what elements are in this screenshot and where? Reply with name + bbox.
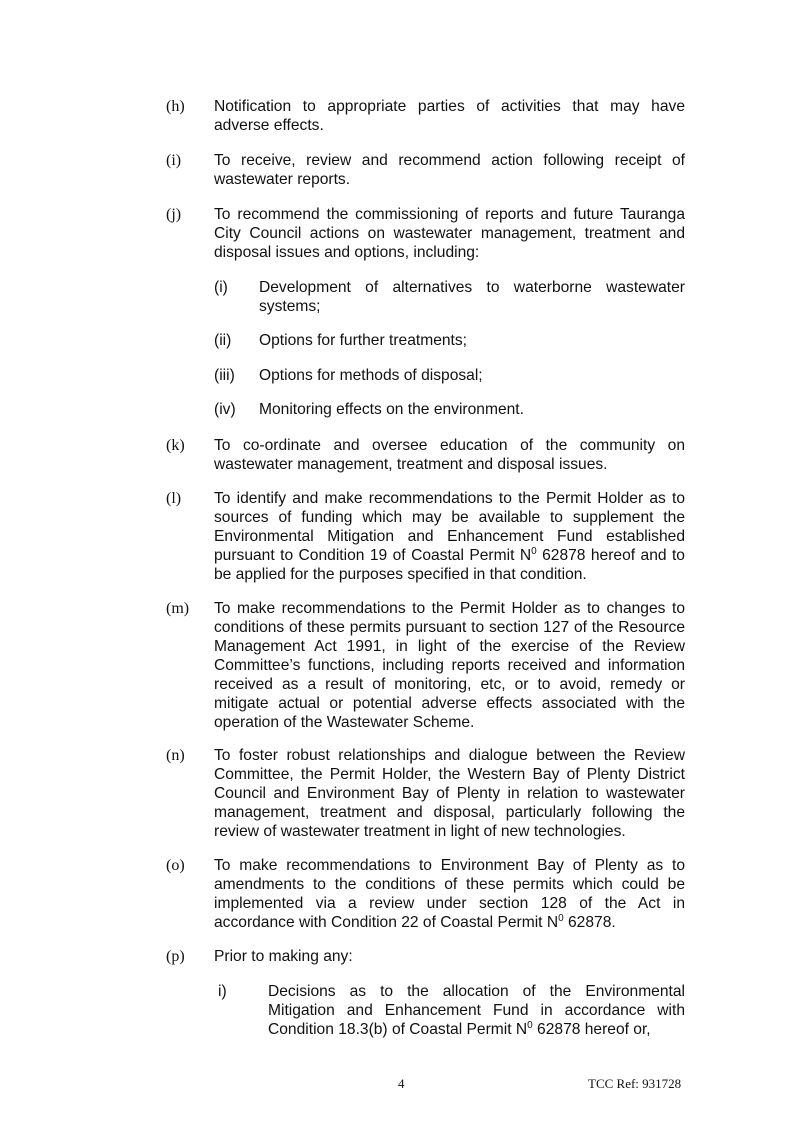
clause-text-part: To make recommendations to Environment Bay of Plenty as to amendments to the conditions of these permits which could be implemented via a review under section 128 of the Act in accordance with Condition 22 of Coastal Permit N bbox=[214, 857, 685, 931]
clause-text: To make recommendations to the Permit Holder as to changes to conditions of these permits pursuant to section 127 of the Resource Management Act 1991, in light of the exercise of the Review Committee’s functions, including reports received and information received as a result of monitoring, etc, or to avoid, remedy or mitigate actual or potential adverse effects associated with the operation of the Wastewater Scheme. bbox=[214, 600, 685, 731]
subclause-text-part: Decisions as to the allocation of the Environmental Mitigation and Enhancement Fund in accordance with Condition 18.3(b) of Coastal Permit N bbox=[268, 983, 685, 1038]
superscript: 0 bbox=[527, 1019, 533, 1031]
clause-label: (k) bbox=[166, 437, 185, 454]
page-number: 4 bbox=[398, 1076, 405, 1091]
subclause-label: (iii) bbox=[214, 367, 235, 384]
subclause-text: Options for methods of disposal; bbox=[259, 367, 483, 384]
clause-label: (i) bbox=[166, 152, 182, 169]
subclause-label: (i) bbox=[214, 279, 228, 296]
subclause-text: Development of alternatives to waterborne wastewater systems; bbox=[259, 279, 685, 315]
subclause-text-part: 62878 hereof or, bbox=[532, 1021, 651, 1038]
subclause-label: i) bbox=[218, 983, 227, 1000]
subclause-text bbox=[268, 982, 685, 1039]
clause-text: To foster robust relationships and dialogue between the Review Committee, the Permit Holder, the Western Bay of Plenty District Council and Environment Bay of Plenty in relation to wastewater management, treatment and disposal, particularly following the review of wastewater treatment in light of new technologies. bbox=[214, 747, 685, 840]
clause-label: (p) bbox=[166, 948, 185, 965]
clause-label: (l) bbox=[166, 490, 182, 507]
clause-text: Notification to appropriate parties of activities that may have adverse effects. bbox=[214, 98, 685, 134]
clause-label: (n) bbox=[166, 747, 185, 764]
clause-text-part: To identify and make recommendations to the Permit Holder as to sources of funding which may be available to supplement the Environmental Mitigation and Enhancement Fund established pursuant to Condition 19 of Coastal Permit N bbox=[214, 490, 685, 564]
subclause-text: Options for further treatments; bbox=[259, 332, 468, 349]
subclause-label: (ii) bbox=[214, 332, 232, 349]
clause-label: (h) bbox=[166, 98, 185, 115]
clause-text: To receive, review and recommend action following receipt of wastewater reports. bbox=[214, 152, 685, 188]
clause-text-part: 62878 hereof and to be applied for the purposes specified in that condition. bbox=[214, 547, 685, 583]
subclause-text: Monitoring effects on the environment. bbox=[259, 401, 524, 418]
clause-label: (o) bbox=[166, 857, 185, 874]
clause-text bbox=[214, 489, 685, 584]
clause-text: To recommend the commissioning of reports and future Tauranga City Council actions on wastewater management, treatment and disposal issues and options, including: bbox=[214, 206, 685, 261]
superscript: 0 bbox=[531, 545, 537, 557]
clause-text bbox=[214, 856, 685, 932]
subclause-label: (iv) bbox=[214, 401, 236, 418]
clause-label: (j) bbox=[166, 206, 182, 223]
document-reference: TCC Ref: 931728 bbox=[588, 1076, 682, 1091]
clause-text: To co-ordinate and oversee education of the community on wastewater management, treatment and disposal issues. bbox=[214, 437, 685, 473]
clause-text-part: 62878. bbox=[563, 914, 616, 931]
clause-label: (m) bbox=[166, 600, 190, 617]
clause-text: Prior to making any: bbox=[214, 948, 353, 965]
superscript: 0 bbox=[558, 912, 564, 924]
